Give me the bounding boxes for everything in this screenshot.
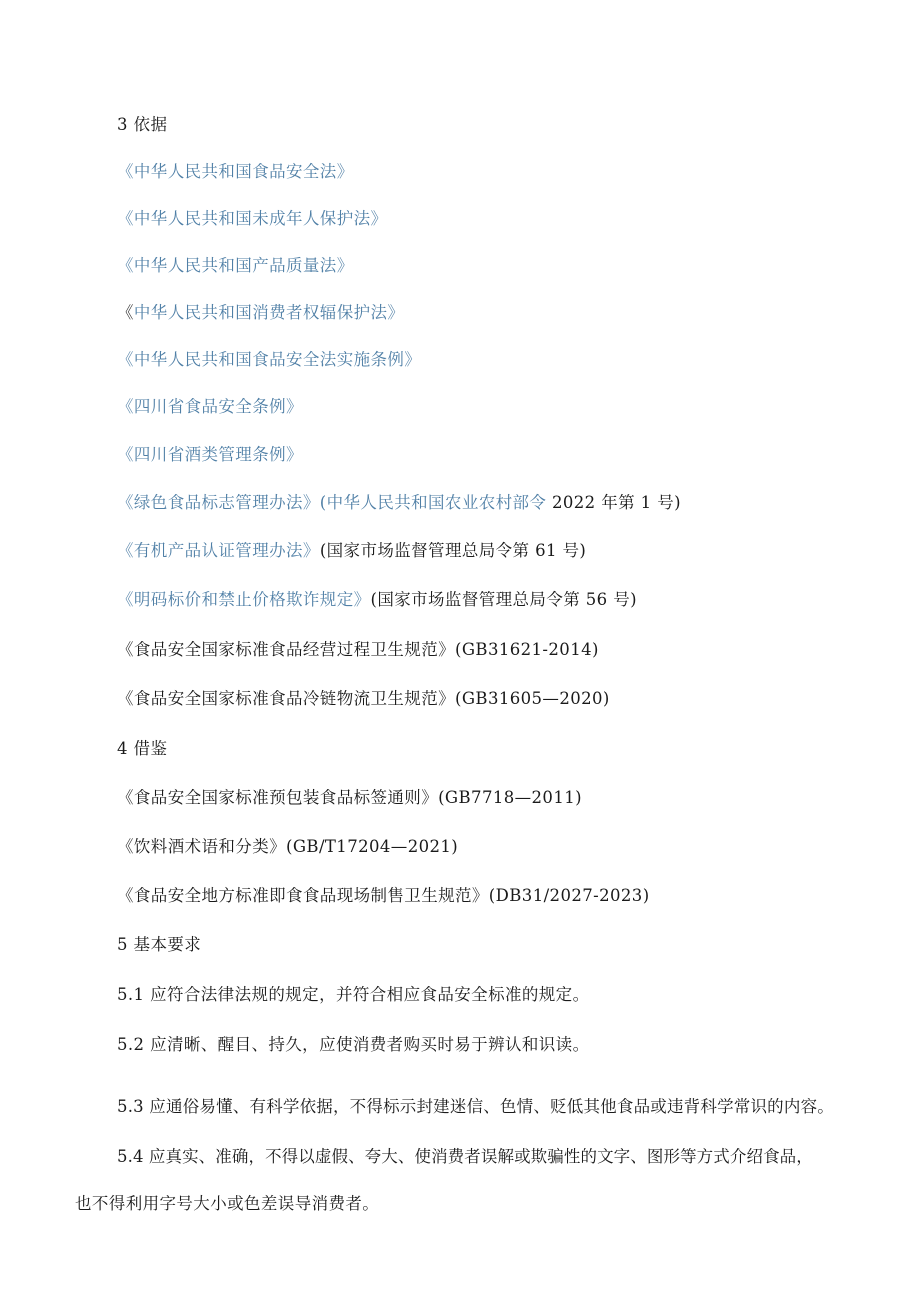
- basis-item-note: 2022 年第 1 号): [546, 493, 681, 512]
- requirement-5-4: 5.4 应真实、准确，不得以虚假、夸大、使消费者误解或欺骗性的文字、图形等方式介绍食品，: [117, 1147, 813, 1166]
- basis-item-green-food[interactable]: [117, 492, 681, 514]
- reference-item-db31: 《食品安全地方标准即食食品现场制售卫生规范》(DB31/2027-2023): [117, 886, 650, 905]
- basis-item-title[interactable]: 中华人民共和国消费者权辐保护法》: [133, 303, 405, 322]
- basis-item-gb31605: 《食品安全国家标准食品冷链物流卫生规范》(GB31605—2020): [117, 689, 610, 708]
- requirement-5-3: 5.3 应通俗易懂、有科学依据，不得标示封建迷信、色情、贬低其他食品或违背科学常识的内容。: [117, 1097, 834, 1116]
- basis-item-note: (国家市场监督管理总局令第 61 号): [319, 541, 587, 560]
- basis-item-sichuan-liquor[interactable]: 《四川省酒类管理条例》: [117, 445, 303, 464]
- reference-item-gbt17204: 《饮料酒术语和分类》(GB/T17204—2021): [117, 837, 459, 856]
- section-heading-references: 4 借鉴: [117, 739, 168, 758]
- basis-item-prefix: 《: [117, 303, 134, 322]
- requirement-5-4-continuation: 也不得利用字号大小或色差误导消费者。: [75, 1194, 380, 1213]
- basis-item-sichuan-food-safety[interactable]: 《四川省食品安全条例》: [117, 397, 303, 416]
- basis-item-food-safety-law[interactable]: 《中华人民共和国食品安全法》: [117, 162, 354, 181]
- requirement-5-2: 5.2 应清晰、醒目、持久，应使消费者购买时易于辨认和识读。: [117, 1035, 590, 1054]
- basis-item-organic-product[interactable]: [117, 540, 586, 562]
- basis-item-price-marking[interactable]: [117, 589, 637, 611]
- section-heading-requirements: 5 基本要求: [117, 935, 202, 954]
- basis-item-food-safety-regulation[interactable]: 《中华人民共和国食品安全法实施条例》: [117, 350, 422, 369]
- basis-item-title[interactable]: 《绿色食品标志管理办法》(中华人民共和国农业农村部令: [117, 493, 547, 512]
- reference-item-gb7718: 《食品安全国家标准预包装食品标签通则》(GB7718—2011): [117, 788, 582, 807]
- basis-item-consumer-rights-law[interactable]: [117, 302, 404, 324]
- requirement-5-1: 5.1 应符合法律法规的规定，并符合相应食品安全标准的规定。: [117, 985, 590, 1004]
- section-heading-basis: 3 依据: [117, 115, 168, 134]
- basis-item-gb31621: 《食品安全国家标准食品经营过程卫生规范》(GB31621-2014): [117, 640, 599, 659]
- basis-item-note: (国家市场监督管理总局令第 56 号): [370, 590, 637, 609]
- basis-item-minor-protection-law[interactable]: 《中华人民共和国未成年人保护法》: [117, 209, 388, 228]
- basis-item-product-quality-law[interactable]: 《中华人民共和国产品质量法》: [117, 256, 354, 275]
- basis-item-title[interactable]: 《有机产品认证管理办法》: [117, 541, 320, 560]
- basis-item-title[interactable]: 《明码标价和禁止价格欺诈规定》: [117, 590, 371, 609]
